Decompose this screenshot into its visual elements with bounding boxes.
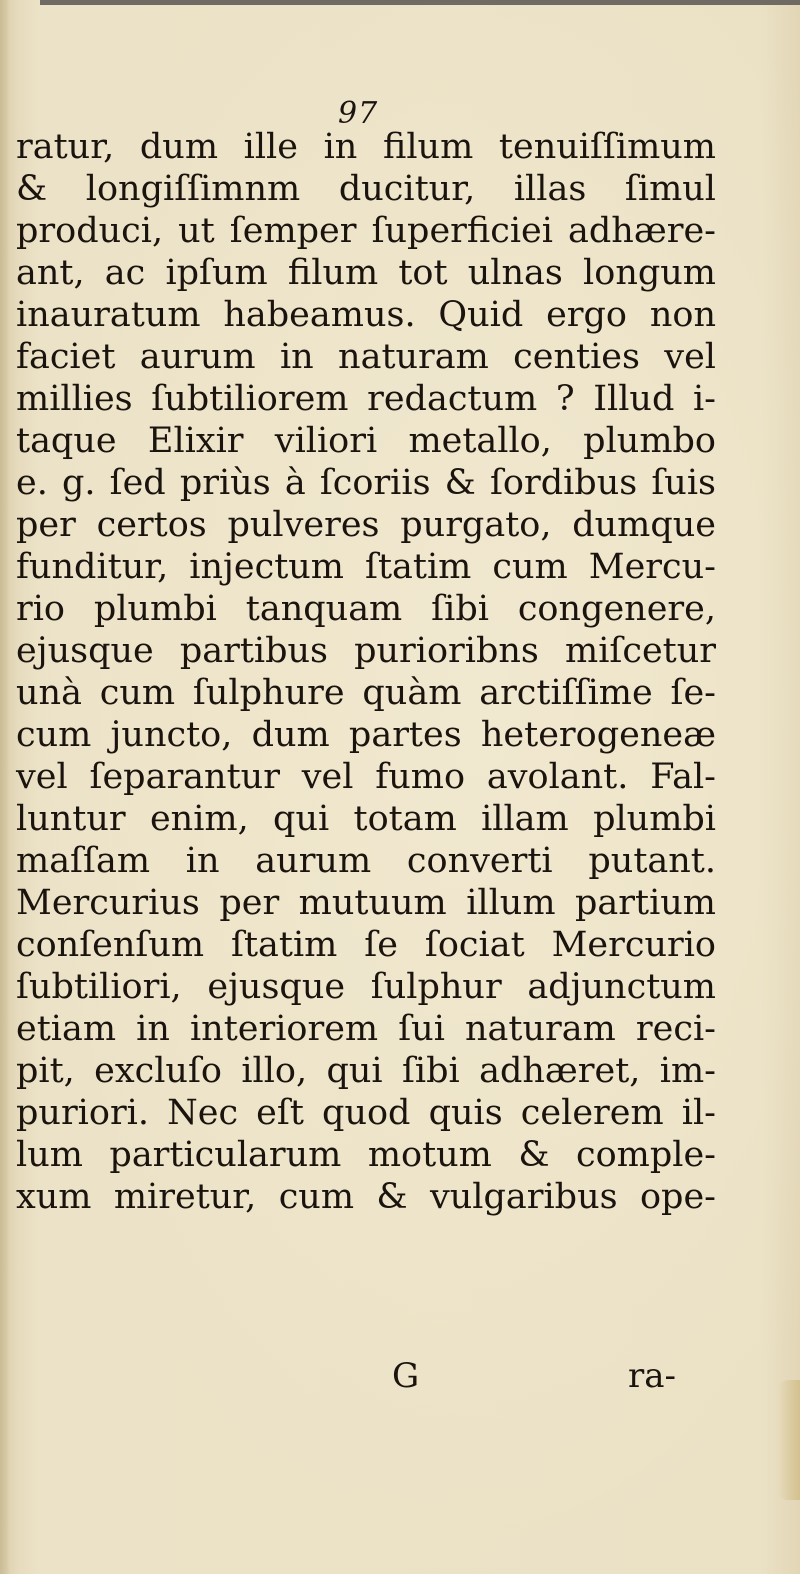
catchline	[0, 1356, 800, 1396]
text-line: produci, ut ſemper ſuperficiei adhære-	[16, 211, 716, 251]
text-line: ejusque partibus purioribns miſcetur	[16, 631, 716, 671]
text-line: xum miretur, cum & vulgaribus ope-	[16, 1177, 716, 1217]
text-line: & longiſſimnm ducitur, illas ſimul	[16, 169, 716, 209]
text-line: luntur enim, qui totam illam plumbi	[16, 799, 716, 839]
text-line: etiam in interiorem ſui naturam reci-	[16, 1009, 716, 1049]
text-line: inauratum habeamus. Quid ergo non	[16, 295, 716, 335]
body-text	[16, 126, 716, 1218]
text-line: funditur, injectum ſtatim cum Mercu-	[16, 547, 716, 587]
text-line: ratur, dum ille in filum tenuiſſimum	[16, 127, 716, 167]
page-top-edge	[40, 0, 800, 5]
text-line: maſſam in aurum converti putant.	[16, 841, 716, 881]
text-line: pit, excluſo illo, qui ſibi adhæret, im-	[16, 1051, 716, 1091]
text-line: Mercurius per mutuum illum partium	[16, 883, 716, 923]
text-line: ant, ac ipſum filum tot ulnas longum	[16, 253, 716, 293]
text-line: ſubtiliori, ejusque ſulphur adjunctum	[16, 967, 716, 1007]
paper-stain	[778, 1380, 800, 1500]
text-line: conſenſum ſtatim ſe ſociat Mercurio	[16, 925, 716, 965]
text-line: unà cum ſulphure quàm arctiſſime ſe-	[16, 673, 716, 713]
text-line: vel ſeparantur vel fumo avolant. Fal-	[16, 757, 716, 797]
text-line: e. g. ſed priùs à ſcoriis & ſordibus ſuis	[16, 463, 716, 503]
text-line: millies ſubtiliorem redactum ? Illud i-	[16, 379, 716, 419]
gutter-shadow	[0, 0, 10, 1574]
signature-mark: G	[392, 1356, 420, 1396]
text-line: lum particularum motum & comple-	[16, 1135, 716, 1175]
page-number: 97	[338, 96, 379, 131]
text-line: per certos pulveres purgato, dumque	[16, 505, 716, 545]
text-line: taque Elixir viliori metallo, plumbo	[16, 421, 716, 461]
catchword: ra-	[628, 1356, 677, 1396]
text-line: cum juncto, dum partes heterogeneæ	[16, 715, 716, 755]
text-line: faciet aurum in naturam centies vel	[16, 337, 716, 377]
text-line: rio plumbi tanquam ſibi congenere,	[16, 589, 716, 629]
text-line: puriori. Nec eſt quod quis celerem il-	[16, 1093, 716, 1133]
